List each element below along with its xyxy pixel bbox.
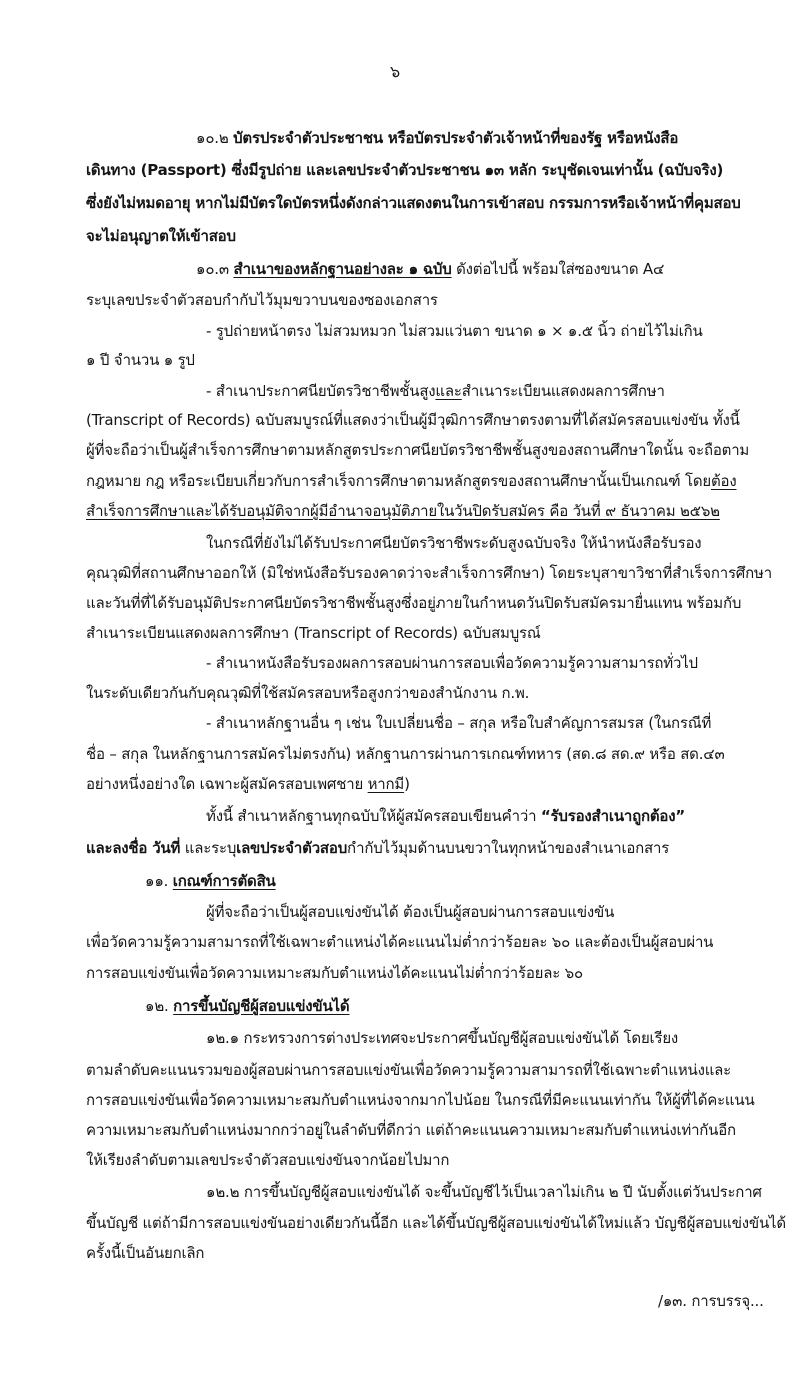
text-segment: การสอบแข่งขันเพื่อวัดความเหมาะสมกับตำแหน่งจากมากไปน้อย ในกรณีที่มีคะแนนเท่ากัน ให้ผู้ที่ได้คะแนน [86,1091,755,1109]
text-line [206,653,698,673]
text-line [86,1243,204,1263]
text-segment: และวันที่ที่ได้รับอนุมัติประกาศนียบัตรวิชาชีพชั้นสูงซึ่งอยู่ภายในกำหนดวันปิดรับสมัครมายื่นแทน พร้อมกับ [86,594,742,612]
text-line [86,1150,449,1170]
text-line [206,806,685,826]
text-line [206,713,711,733]
text-segment: ความเหมาะสมกับตำแหน่งมากกว่าอยู่ในลำดับที่ดีกว่า แต่ถ้าคะแนนความเหมาะสมกับตำแหน่งเท่ากันอีก [86,1121,736,1139]
text-line [86,1213,786,1233]
text-line [86,623,541,643]
text-line [206,902,614,922]
text-line [86,1090,755,1110]
text-segment: ๑ ปี จำนวน ๑ รูป [86,351,195,369]
text-segment: และ [435,382,462,400]
text-line [86,744,725,764]
text-line [86,501,720,521]
text-line [196,128,678,148]
text-segment: สำเนาของหลักฐานอย่างละ ๑ ฉบับ [233,260,452,278]
text-segment: ครั้งนี้เป็นอันยกเลิก [86,1244,205,1262]
text-segment: ) [404,775,410,793]
text-segment: ผู้ที่จะถือว่าเป็นผู้สำเร็จการศึกษาตามหลักสูตรประกาศนียบัตรวิชาชีพชั้นสูงของสถานศึกษาใดนั้น จะถือตาม [86,441,750,459]
text-segment: - รูปถ่ายหน้าตรง ไม่สวมหมวก ไม่สวมแว่นตา ขนาด ๑ × ๑.๕ นิ้ว ถ่ายไว้ไม่เกิน [206,322,703,340]
text-segment: ให้เรียงลำดับตามเลขประจำตัวสอบแข่งขันจากน้อยไปมาก [86,1151,450,1169]
text-segment: ขึ้นบัญชี แต่ถ้ามีการสอบแข่งขันอย่างเดียวกันนี้อีก และได้ขึ้นบัญชีผู้สอบแข่งขันได้ใหม่แล้ว บัญชีผู้สอบแข่งขันได้ [86,1214,786,1232]
text-line [86,838,669,858]
text-line [86,350,195,370]
text-segment: อย่างหนึ่งอย่างใด เฉพาะผู้สมัครสอบเพศชาย [86,775,368,793]
text-segment: ผู้ที่จะถือว่าเป็นผู้สอบแข่งขันได้ ต้องเป็นผู้สอบผ่านการสอบแข่งขัน [206,903,615,921]
text-segment: ในกรณีที่ยังไม่ได้รับประกาศนียบัตรวิชาชีพระดับสูงฉบับจริง ให้นำหนังสือรับรอง [206,534,702,552]
text-segment: และลงชื่อ วันที่ [86,839,181,857]
text-line [206,381,665,401]
text-line [86,593,741,613]
text-line [86,471,736,491]
text-segment: คุณวุฒิที่สถานศึกษาออกให้ (มิใช่หนังสือรับรองคาดว่าจะสำเร็จการศึกษา) โดยระบุสาขาวิชาที่สำเร็จการศึกษา [86,564,772,582]
text-segment: - สำเนาหนังสือรับรองผลการสอบผ่านการสอบเพื่อวัดความรู้ความสามารถทั่วไป [206,654,698,672]
text-line [86,932,713,952]
continuation-note [658,1291,764,1311]
text-line [86,193,741,213]
text-segment: เกณฑ์การตัดสิน [172,872,276,890]
text-segment: - สำเนาหลักฐานอื่น ๆ เช่น ใบเปลี่ยนชื่อ – สกุล หรือใบสำคัญการสมรส (ในกรณีที่ [206,714,712,732]
text-segment: ในระดับเดียวกันกับคุณวุฒิที่ใช้สมัครสอบหรือสูงกว่าของสำนักงาน ก.พ. [86,684,530,702]
text-segment: ตามลำดับคะแนนรวมของผู้สอบผ่านการสอบแข่งขันเพื่อวัดความรู้ความสามารถที่ใช้เฉพาะตำแหน่งและ [86,1061,732,1079]
text-segment: จะไม่อนุญาตให้เข้าสอบ [86,227,236,245]
text-segment: ๑๐.๒ [196,129,234,147]
text-segment: บัตรประจำตัวประชาชน หรือบัตรประจำตัวเจ้าหน้าที่ของรัฐ หรือหนังสือ [233,129,679,147]
text-segment: ซึ่งยังไม่หมดอายุ หากไม่มีบัตรใดบัตรหนึ่งดังกล่าวแสดงตนในการเข้าสอบ กรรมการหรือเจ้าหน้าที่คุมสอบ [86,194,741,212]
text-line [86,963,583,983]
text-line [206,321,703,341]
text-segment: สำเร็จการศึกษาและได้รับอนุมัติจากผู้มีอำนาจอนุมัติภายในวันปิดรับสมัคร คือ วันที่ ๙ ธันวาคม ๒๕๖๒ [86,502,720,520]
text-line [86,563,772,583]
text-segment: /๑๓. การบรรจุ... [658,1292,764,1310]
text-segment: การขึ้นบัญชีผู้สอบแข่งขันได้ [173,997,350,1015]
text-segment: หากมี [367,775,405,793]
text-segment: เพื่อวัดความรู้ความสามารถที่ใช้เฉพาะตำแหน่งได้คะแนนไม่ต่ำกว่าร้อยละ ๖๐ และต้องเป็นผู้สอบผ่าน [86,933,714,951]
text-segment: ๑๒.๒ การขึ้นบัญชีผู้สอบแข่งขันได้ จะขึ้นบัญชีไว้เป็นเวลาไม่เกิน ๒ ปี นับตั้งแต่วันประกาศ [206,1183,762,1201]
text-segment: สำเนาระเบียนแสดงผลการศึกษา (Transcript of Records) ฉบับสมบูรณ์ [86,624,541,642]
text-segment: เลขประจำตัวสอบ [236,839,348,857]
text-segment: กฎหมาย กฎ หรือระเบียบเกี่ยวกับการสำเร็จการศึกษาตามหลักสูตรของสถานศึกษานั้นเป็นเกณฑ์ โดย [86,472,711,490]
text-line [206,1028,678,1048]
text-segment: ๑๒. [145,997,174,1015]
page-number: ๖ [390,62,401,81]
text-segment: ชื่อ – สกุล ในหลักฐานการสมัครไม่ตรงกัน) หลักฐานการผ่านการเกณฑ์ทหาร (สด.๘ สด.๙ หรือ สด.๔๓ [86,745,725,763]
text-segment: การสอบแข่งขันเพื่อวัดความเหมาะสมกับตำแหน่งได้คะแนนไม่ต่ำกว่าร้อยละ ๖๐ [86,964,583,982]
text-segment: และระบุ [180,839,237,857]
text-line [86,1060,731,1080]
text-segment: สำเนาระเบียนแสดงผลการศึกษา [461,382,665,400]
text-line [86,226,236,246]
text-segment: ทั้งนี้ สำเนาหลักฐานทุกฉบับให้ผู้สมัครสอบเขียนคำว่า [206,807,541,825]
text-segment: ๑๑. [145,872,173,890]
text-line [206,533,701,553]
text-line [86,290,438,310]
text-line [86,1120,736,1140]
text-line [206,1182,762,1202]
text-line [86,410,740,430]
text-segment: ๑๒.๑ กระทรวงการต่างประเทศจะประกาศขึ้นบัญชีผู้สอบแข่งขันได้ โดยเรียง [206,1029,679,1047]
text-segment: เดินทาง (Passport) ซึ่งมีรูปถ่าย และเลขประจำตัวประชาชน ๑๓ หลัก ระบุชัดเจนเท่านั้น (ฉบับจริง) [86,161,724,179]
text-segment: ต้อง [711,472,737,490]
text-segment: ดังต่อไปนี้ พร้อมใส่ซองขนาด A๔ [451,260,665,278]
text-segment: ระบุเลขประจำตัวสอบกำกับไว้มุมขวาบนของซองเอกสาร [86,291,438,309]
text-line [145,996,349,1016]
text-segment: ๑๐.๓ [196,260,234,278]
text-segment: “รับรองสำเนาถูกต้อง” [540,807,685,825]
text-line [86,683,529,703]
text-segment: กำกับไว้มุมด้านบนขวาในทุกหน้าของสำเนาเอกสาร [347,839,670,857]
text-line [86,440,749,460]
text-line [86,774,410,794]
text-line [145,871,276,891]
text-line [196,259,664,279]
text-line [86,160,723,180]
text-segment: (Transcript of Records) ฉบับสมบูรณ์ที่แสดงว่าเป็นผู้มีวุฒิการศึกษาตรงตามที่ได้สมัครสอบแข่งขัน ทั้งนี้ [86,411,740,429]
text-segment: - สำเนาประกาศนียบัตรวิชาชีพชั้นสูง [206,382,436,400]
